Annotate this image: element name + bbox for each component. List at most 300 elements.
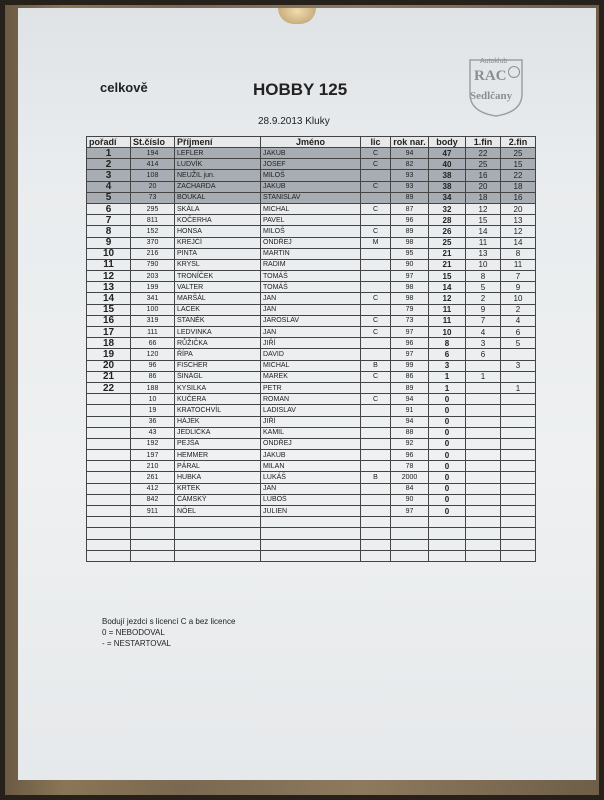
row-start-number: 120 — [131, 349, 175, 360]
row-start-number — [131, 517, 175, 528]
row-final1: 10 — [466, 259, 501, 270]
row-first-name: KAMIL — [261, 427, 361, 438]
table-row — [87, 181, 536, 192]
row-licence: C — [361, 181, 391, 192]
row-points — [429, 539, 466, 550]
table-row — [87, 472, 536, 483]
row-final2 — [501, 450, 536, 461]
row-position — [87, 394, 131, 405]
row-start-number: 96 — [131, 360, 175, 371]
row-final1 — [466, 427, 501, 438]
row-first-name: JAKUB — [261, 181, 361, 192]
row-start-number: 100 — [131, 304, 175, 315]
row-position: 4 — [87, 181, 131, 192]
row-licence: C — [361, 159, 391, 170]
row-final1 — [466, 360, 501, 371]
logo-text-top: Autoklub — [480, 58, 508, 65]
row-first-name: JAN — [261, 327, 361, 338]
row-surname: ČÁMSKÝ — [175, 494, 261, 505]
table-row — [87, 394, 536, 405]
row-points: 1 — [429, 382, 466, 393]
row-position: 15 — [87, 304, 131, 315]
row-surname: HONSA — [175, 226, 261, 237]
row-points: 0 — [429, 394, 466, 405]
row-birth-year: 86 — [391, 371, 429, 382]
row-surname: STANĚK — [175, 315, 261, 326]
row-final2: 16 — [501, 192, 536, 203]
row-birth-year: 96 — [391, 215, 429, 226]
row-points: 11 — [429, 304, 466, 315]
row-final1: 25 — [466, 159, 501, 170]
row-start-number: 341 — [131, 293, 175, 304]
row-final1 — [466, 550, 501, 561]
row-start-number — [131, 528, 175, 539]
row-final2: 3 — [501, 360, 536, 371]
row-points: 0 — [429, 405, 466, 416]
table-row — [87, 539, 536, 550]
row-birth-year: 93 — [391, 170, 429, 181]
row-final1: 2 — [466, 293, 501, 304]
row-licence — [361, 349, 391, 360]
row-licence — [361, 539, 391, 550]
notes — [102, 616, 235, 649]
table-row — [87, 338, 536, 349]
row-position: 13 — [87, 282, 131, 293]
row-surname — [175, 528, 261, 539]
row-start-number: 414 — [131, 159, 175, 170]
row-licence: C — [361, 371, 391, 382]
table-row — [87, 304, 536, 315]
row-birth-year: 98 — [391, 237, 429, 248]
logo-wheel-icon — [508, 66, 520, 78]
row-final1: 15 — [466, 215, 501, 226]
row-position — [87, 427, 131, 438]
row-first-name: DAVID — [261, 349, 361, 360]
row-first-name: LADISLAV — [261, 405, 361, 416]
table-row — [87, 293, 536, 304]
row-final2: 11 — [501, 259, 536, 270]
row-position: 7 — [87, 215, 131, 226]
row-birth-year: 90 — [391, 259, 429, 270]
row-start-number: 203 — [131, 271, 175, 282]
table-row — [87, 282, 536, 293]
row-first-name — [261, 550, 361, 561]
row-surname: ŠINÁGL — [175, 371, 261, 382]
row-birth-year: 94 — [391, 394, 429, 405]
table-row — [87, 349, 536, 360]
row-points: 8 — [429, 338, 466, 349]
table-header-row — [87, 137, 536, 148]
website-watermark: www.enduro.horazdovice.cz — [362, 766, 519, 780]
row-licence — [361, 338, 391, 349]
row-surname: PINTA — [175, 248, 261, 259]
row-licence: C — [361, 327, 391, 338]
row-final2 — [501, 528, 536, 539]
table-row — [87, 528, 536, 539]
row-surname: LACEK — [175, 304, 261, 315]
row-birth-year: 94 — [391, 148, 429, 159]
table-row — [87, 170, 536, 181]
row-final1: 22 — [466, 148, 501, 159]
row-final2 — [501, 550, 536, 561]
row-licence: B — [361, 472, 391, 483]
row-final1 — [466, 382, 501, 393]
row-birth-year: 88 — [391, 427, 429, 438]
row-first-name: MICHAL — [261, 360, 361, 371]
row-position — [87, 506, 131, 517]
row-points: 0 — [429, 472, 466, 483]
row-surname — [175, 550, 261, 561]
row-position: 21 — [87, 371, 131, 382]
row-start-number: 295 — [131, 203, 175, 214]
row-position: 9 — [87, 237, 131, 248]
table-row — [87, 159, 536, 170]
row-surname: FISCHER — [175, 360, 261, 371]
row-birth-year — [391, 517, 429, 528]
row-points: 26 — [429, 226, 466, 237]
row-first-name: JAN — [261, 483, 361, 494]
row-points: 0 — [429, 427, 466, 438]
row-final2 — [501, 349, 536, 360]
row-final2: 13 — [501, 215, 536, 226]
table-row — [87, 382, 536, 393]
row-final1: 4 — [466, 327, 501, 338]
row-surname: KUČERA — [175, 394, 261, 405]
row-surname: MARŠÁL — [175, 293, 261, 304]
row-licence — [361, 215, 391, 226]
row-start-number — [131, 550, 175, 561]
row-licence — [361, 528, 391, 539]
table-row — [87, 494, 536, 505]
logo-text-city: Sedlčany — [470, 90, 513, 102]
row-final1: 20 — [466, 181, 501, 192]
col-header-points: body — [429, 137, 466, 148]
row-start-number: 261 — [131, 472, 175, 483]
row-birth-year: 98 — [391, 282, 429, 293]
row-start-number: 19 — [131, 405, 175, 416]
row-position — [87, 517, 131, 528]
table-row — [87, 237, 536, 248]
row-start-number: 188 — [131, 382, 175, 393]
row-points: 11 — [429, 315, 466, 326]
row-licence: B — [361, 360, 391, 371]
table-row — [87, 461, 536, 472]
row-final1: 18 — [466, 192, 501, 203]
row-final1: 7 — [466, 315, 501, 326]
row-birth-year: 84 — [391, 483, 429, 494]
row-final1 — [466, 539, 501, 550]
row-final1 — [466, 416, 501, 427]
row-licence: C — [361, 148, 391, 159]
row-surname: TRONÍČEK — [175, 271, 261, 282]
row-first-name: MILOŠ — [261, 170, 361, 181]
row-points: 38 — [429, 181, 466, 192]
row-position — [87, 483, 131, 494]
row-final1 — [466, 517, 501, 528]
row-start-number: 43 — [131, 427, 175, 438]
row-final2 — [501, 539, 536, 550]
row-surname: LUDVÍK — [175, 159, 261, 170]
row-position — [87, 416, 131, 427]
row-points: 0 — [429, 506, 466, 517]
row-final1: 8 — [466, 271, 501, 282]
row-licence — [361, 461, 391, 472]
row-points: 32 — [429, 203, 466, 214]
row-final2: 14 — [501, 237, 536, 248]
row-position — [87, 472, 131, 483]
row-start-number: 152 — [131, 226, 175, 237]
row-first-name: JOSEF — [261, 159, 361, 170]
row-final1 — [466, 494, 501, 505]
row-licence — [361, 192, 391, 203]
row-first-name: PAVEL — [261, 215, 361, 226]
table-row — [87, 192, 536, 203]
row-first-name — [261, 539, 361, 550]
row-surname: KRYSL — [175, 259, 261, 270]
row-first-name: MICHAL — [261, 203, 361, 214]
table-row — [87, 405, 536, 416]
col-header-licence: lic — [361, 137, 391, 148]
row-licence — [361, 550, 391, 561]
row-position: 2 — [87, 159, 131, 170]
row-licence — [361, 170, 391, 181]
row-final1: 13 — [466, 248, 501, 259]
row-final2 — [501, 472, 536, 483]
row-position: 12 — [87, 271, 131, 282]
row-final1 — [466, 438, 501, 449]
row-final2: 8 — [501, 248, 536, 259]
note-zero: 0 = NEBODOVAL — [102, 628, 165, 637]
row-position — [87, 528, 131, 539]
col-header-final1: 1.fin — [466, 137, 501, 148]
note-scoring: Bodují jezdci s licencí C a bez licence — [102, 617, 236, 626]
row-final2 — [501, 438, 536, 449]
row-surname: ŘÍPA — [175, 349, 261, 360]
row-points: 38 — [429, 170, 466, 181]
row-points: 0 — [429, 416, 466, 427]
row-licence — [361, 259, 391, 270]
row-points: 14 — [429, 282, 466, 293]
row-start-number: 199 — [131, 282, 175, 293]
row-final1 — [466, 472, 501, 483]
row-final2: 1 — [501, 382, 536, 393]
row-points: 15 — [429, 271, 466, 282]
col-header-number: St.číslo — [131, 137, 175, 148]
overall-label: celkově — [100, 80, 148, 95]
row-birth-year: 91 — [391, 405, 429, 416]
row-birth-year: 99 — [391, 360, 429, 371]
date-place: 28.9.2013 Kluky — [258, 116, 330, 127]
row-position: 11 — [87, 259, 131, 270]
logo-shield-icon — [466, 56, 526, 118]
row-licence: C — [361, 315, 391, 326]
row-first-name: JULIEN — [261, 506, 361, 517]
row-licence — [361, 438, 391, 449]
row-final2 — [501, 494, 536, 505]
row-position: 10 — [87, 248, 131, 259]
row-points: 0 — [429, 461, 466, 472]
row-birth-year: 94 — [391, 416, 429, 427]
row-position: 6 — [87, 203, 131, 214]
row-final2: 5 — [501, 338, 536, 349]
row-position: 5 — [87, 192, 131, 203]
row-first-name: JAROSLAV — [261, 315, 361, 326]
row-birth-year: 90 — [391, 494, 429, 505]
row-position — [87, 461, 131, 472]
row-birth-year: 92 — [391, 438, 429, 449]
row-first-name — [261, 517, 361, 528]
row-licence: C — [361, 226, 391, 237]
row-licence — [361, 382, 391, 393]
row-licence — [361, 271, 391, 282]
row-start-number: 197 — [131, 450, 175, 461]
row-licence: C — [361, 394, 391, 405]
row-first-name: ONDŘEJ — [261, 237, 361, 248]
row-start-number: 20 — [131, 181, 175, 192]
row-position: 14 — [87, 293, 131, 304]
row-licence — [361, 405, 391, 416]
col-header-position: pořadí — [87, 137, 131, 148]
row-birth-year: 98 — [391, 293, 429, 304]
row-points: 21 — [429, 259, 466, 270]
row-licence — [361, 416, 391, 427]
row-surname: ZACHARDA — [175, 181, 261, 192]
logo-text-rac: RAC — [474, 68, 507, 84]
row-surname: PÁRAL — [175, 461, 261, 472]
table-row — [87, 271, 536, 282]
row-final1 — [466, 528, 501, 539]
row-final2: 10 — [501, 293, 536, 304]
row-final1: 14 — [466, 226, 501, 237]
row-position — [87, 405, 131, 416]
row-start-number: 911 — [131, 506, 175, 517]
row-first-name: PETR — [261, 382, 361, 393]
row-final2: 4 — [501, 315, 536, 326]
row-surname: RŮŽIČKA — [175, 338, 261, 349]
row-start-number — [131, 539, 175, 550]
row-first-name: TOMÁŠ — [261, 282, 361, 293]
row-licence — [361, 494, 391, 505]
row-final2: 25 — [501, 148, 536, 159]
row-points: 0 — [429, 450, 466, 461]
row-final1: 3 — [466, 338, 501, 349]
row-start-number: 412 — [131, 483, 175, 494]
table-row — [87, 203, 536, 214]
col-header-birth-year: rok nar. — [391, 137, 429, 148]
row-start-number: 790 — [131, 259, 175, 270]
row-first-name: JIŘÍ — [261, 416, 361, 427]
row-first-name: TOMÁŠ — [261, 271, 361, 282]
table-row — [87, 360, 536, 371]
row-points: 1 — [429, 371, 466, 382]
row-position: 19 — [87, 349, 131, 360]
row-surname: KRTEK — [175, 483, 261, 494]
row-points: 12 — [429, 293, 466, 304]
row-final1: 1 — [466, 371, 501, 382]
row-final2: 15 — [501, 159, 536, 170]
row-licence: C — [361, 203, 391, 214]
table-row — [87, 506, 536, 517]
row-licence — [361, 248, 391, 259]
row-first-name: MARTIN — [261, 248, 361, 259]
table-row — [87, 416, 536, 427]
row-points — [429, 550, 466, 561]
row-start-number: 811 — [131, 215, 175, 226]
row-birth-year: 2000 — [391, 472, 429, 483]
row-first-name: MAREK — [261, 371, 361, 382]
row-position — [87, 539, 131, 550]
table-row — [87, 315, 536, 326]
row-position: 3 — [87, 170, 131, 181]
row-start-number: 108 — [131, 170, 175, 181]
table-row — [87, 450, 536, 461]
row-final2: 12 — [501, 226, 536, 237]
row-birth-year: 89 — [391, 192, 429, 203]
row-first-name: RADIM — [261, 259, 361, 270]
row-start-number: 10 — [131, 394, 175, 405]
row-final1 — [466, 483, 501, 494]
row-start-number: 216 — [131, 248, 175, 259]
row-start-number: 36 — [131, 416, 175, 427]
row-position: 18 — [87, 338, 131, 349]
table-row — [87, 438, 536, 449]
col-header-surname: Příjmení — [175, 137, 261, 148]
row-licence: M — [361, 237, 391, 248]
row-start-number: 842 — [131, 494, 175, 505]
row-surname: VALTER — [175, 282, 261, 293]
row-birth-year: 78 — [391, 461, 429, 472]
row-surname: LEFLER — [175, 148, 261, 159]
row-surname: HEMMER — [175, 450, 261, 461]
row-final2: 22 — [501, 170, 536, 181]
row-points: 3 — [429, 360, 466, 371]
table-row — [87, 427, 536, 438]
row-final1 — [466, 461, 501, 472]
row-first-name: LUKÁŠ — [261, 472, 361, 483]
table-row — [87, 517, 536, 528]
row-licence — [361, 282, 391, 293]
row-first-name: JAKUB — [261, 148, 361, 159]
class-title: HOBBY 125 — [253, 80, 348, 99]
row-first-name — [261, 528, 361, 539]
row-surname: HÁJEK — [175, 416, 261, 427]
row-final2 — [501, 416, 536, 427]
row-start-number: 194 — [131, 148, 175, 159]
row-birth-year: 89 — [391, 382, 429, 393]
row-birth-year: 93 — [391, 181, 429, 192]
row-surname: KYSILKA — [175, 382, 261, 393]
row-surname: KOČERHA — [175, 215, 261, 226]
row-surname: NEUŽIL jun. — [175, 170, 261, 181]
row-position: 17 — [87, 327, 131, 338]
row-birth-year: 97 — [391, 506, 429, 517]
note-dash: - = NESTARTOVAL — [102, 639, 171, 648]
row-first-name: JIŘÍ — [261, 338, 361, 349]
row-start-number: 370 — [131, 237, 175, 248]
row-birth-year — [391, 539, 429, 550]
row-surname: LEDVINKA — [175, 327, 261, 338]
row-start-number: 66 — [131, 338, 175, 349]
table-row — [87, 215, 536, 226]
row-final2: 6 — [501, 327, 536, 338]
row-final1 — [466, 405, 501, 416]
row-position: 8 — [87, 226, 131, 237]
row-points: 10 — [429, 327, 466, 338]
row-final1: 16 — [466, 170, 501, 181]
row-final1 — [466, 506, 501, 517]
row-surname: NÖEL — [175, 506, 261, 517]
row-first-name: JAKUB — [261, 450, 361, 461]
